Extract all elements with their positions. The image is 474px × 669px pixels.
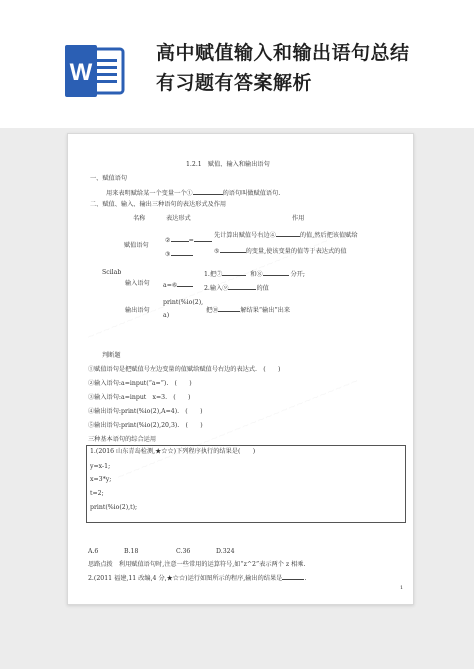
judge-title: 判断题 xyxy=(102,352,121,359)
code-line-1: y=x-1; xyxy=(90,463,111,470)
code-line-3: t=2; xyxy=(90,490,104,497)
row-assignment-use-2 xyxy=(214,246,347,256)
code-line-2: x=3*y; xyxy=(90,476,112,483)
text: . xyxy=(304,575,307,582)
blank xyxy=(220,246,246,253)
row-assignment-name: 赋值语句 xyxy=(124,242,149,249)
blank xyxy=(171,249,193,256)
tip-text: 思路点拨 利用赋值语句时,注意一些常用的运算符号,如“z^2”表示两个 z 相乘. xyxy=(88,561,306,568)
row-input-use-1 xyxy=(204,269,305,279)
example-header: 1.(2016 山东青岛检测,★☆☆)下列程序执行的结果是( ) xyxy=(90,448,256,455)
title-line-2: 有习题有答案解析 xyxy=(156,72,313,94)
text: 用来表明赋给某一个变量一个① xyxy=(106,190,193,197)
document-page xyxy=(67,133,414,605)
word-icon xyxy=(63,43,125,99)
blank xyxy=(218,305,240,312)
row-assignment-form xyxy=(165,235,212,245)
text: 的语句叫做赋值语句. xyxy=(222,190,281,197)
text: 和⑧ xyxy=(250,271,263,278)
paragraph-assignment xyxy=(106,188,280,198)
blank xyxy=(263,269,289,276)
section-title: 1.2.1 赋值、输入和输出语句 xyxy=(186,161,270,168)
text: 1.把⑦ xyxy=(204,271,223,278)
text: 的变量,使该变量的值等于表达式的值 xyxy=(245,248,347,255)
text: 的值 xyxy=(256,285,269,292)
blank xyxy=(276,230,300,237)
blank xyxy=(177,280,193,287)
option-a: A.6 xyxy=(88,548,99,555)
page-number: 1 xyxy=(400,585,404,591)
row-output-use xyxy=(206,305,290,315)
text: 解结果“输出”出来 xyxy=(240,307,291,314)
blank xyxy=(194,235,212,242)
blank xyxy=(228,283,256,290)
blank xyxy=(171,235,189,242)
judge-item-1: ①赋值语句是把赋值号左边变量的值赋给赋值号右边的表达式. ( ) xyxy=(88,366,281,373)
judge-item-5: ⑤输出语句:print(%io(2),20,3). ( ) xyxy=(88,422,203,429)
text: a=⑥ xyxy=(163,282,178,289)
text: ⑤ xyxy=(214,248,220,255)
col-use: 作用 xyxy=(292,215,305,222)
svg-text:W: W xyxy=(69,59,93,86)
scilab-label: Scilab xyxy=(102,269,122,276)
text: ② xyxy=(165,237,171,244)
text: 先计算出赋值号右边④ xyxy=(214,232,276,239)
blank xyxy=(282,573,307,582)
text: = xyxy=(188,237,194,244)
row-input-use-2 xyxy=(204,283,269,293)
document-title xyxy=(156,38,456,98)
judge-item-2: ②输入语句:a=input(“a=”). ( ) xyxy=(88,380,192,387)
judge-item-4: ④输出语句:print(%io(2),A=4). ( ) xyxy=(88,408,203,415)
row-output-name: 输出语句 xyxy=(125,307,150,314)
col-form: 表达形式 xyxy=(166,215,191,222)
row-input-form xyxy=(163,280,193,290)
row-input-name: 输入语句 xyxy=(125,280,150,287)
text: 把⑩ xyxy=(206,307,219,314)
text: 的值,然后把该值赋给 xyxy=(299,232,358,239)
text: 2.输入⑨ xyxy=(204,285,229,292)
text: ③ xyxy=(165,251,171,258)
row-assignment-form-2 xyxy=(165,249,193,259)
blank xyxy=(193,188,223,195)
heading-assignment: 一、赋值语句 xyxy=(90,175,128,182)
text: 分开; xyxy=(290,271,306,278)
row-assignment-use-1 xyxy=(214,230,358,240)
judge-item-3: ③输入语句:a=input x=3. ( ) xyxy=(88,394,191,401)
option-b: B.18 xyxy=(124,548,139,555)
row-output-form-1: print(%io(2), xyxy=(163,299,204,306)
blank xyxy=(222,269,246,276)
title-line-1: 高中赋值输入和输出语句总结 xyxy=(156,42,410,64)
row-output-form-2: a) xyxy=(163,312,170,319)
question-2 xyxy=(88,573,306,583)
comprehensive-title: 三种基本语句的综合运用 xyxy=(88,436,157,443)
option-d: D.324 xyxy=(216,548,235,555)
option-c: C.36 xyxy=(176,548,191,555)
heading-three-statements: 二、赋值、输入、输出三种语句的表达形式及作用 xyxy=(90,201,227,208)
text: 2.(2011 福建,11 改编,4 分,★☆☆)运行如图所示的程序,输出的结果是 xyxy=(88,575,283,582)
col-name: 名称 xyxy=(133,215,146,222)
code-line-4: print(%io(2),t); xyxy=(90,504,138,511)
